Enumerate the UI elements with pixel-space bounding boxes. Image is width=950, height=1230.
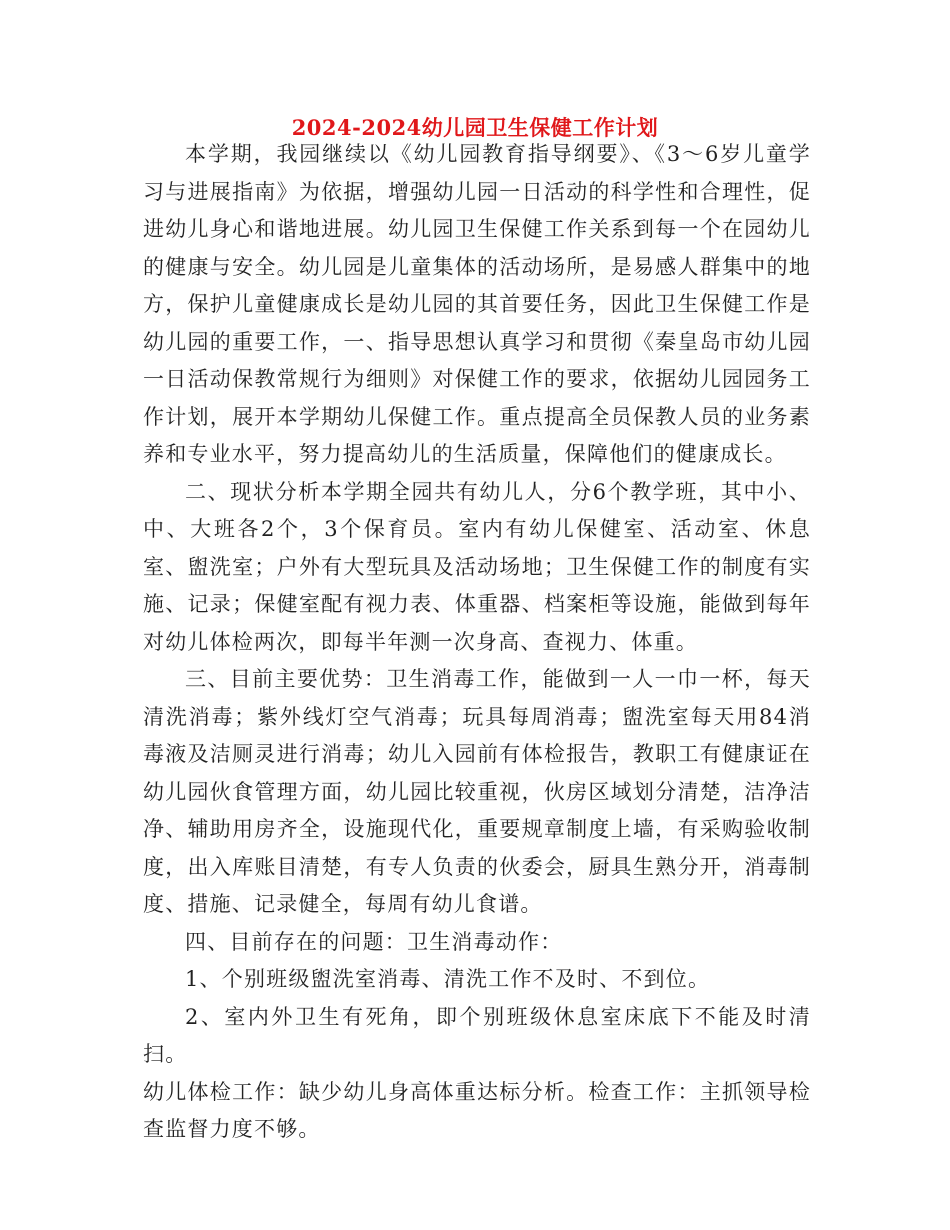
paragraph-advantages: 三、目前主要优势：卫生消毒工作，能做到一人一巾一杯，每天清洗消毒；紫外线灯空气消毒；玩具每周消毒；盥洗室每天用84消毒液及洁厕灵进行消毒；幼儿入园前有体检报告，教职工有健康证在幼儿园伙食管理方面，幼儿园比较重视，伙房区域划分清楚，洁净洁净、辅助用房齐全，设施现代化，重要规章制度上墙，有采购验收制度，出入库账目清楚，有专人负责的伙委会，厨具生熟分开，消毒制度、措施、记录健全，每周有幼儿食谱。 [143,667,811,916]
document-title: 2024-2024幼儿园卫生保健工作计划 [291,115,659,140]
paragraph-checkup: 幼儿体检工作：缺少幼儿身高体重达标分析。检查工作：主抓领导检查监督力度不够。 [143,1079,811,1141]
paragraph-intro: 本学期，我园继续以《幼儿园教育指导纲要》、《3～6岁儿童学习与进展指南》为依据，增强幼儿园一日活动的科学性和合理性，促进幼儿身心和谐地进展。幼儿园卫生保健工作关系到每一个在园幼儿的健康与安全。幼儿园是儿童集体的活动场所，是易感人群集中的地方，保护儿童健康成长是幼儿园的其首要任务，因此卫生保健工作是幼儿园的重要工作，一、指导思想认真学习和贯彻《秦皇岛市幼儿园一日活动保教常规行为细则》对保健工作的要求，依据幼儿园园务工作计划，展开本学期幼儿保健工作。重点提高全员保教人员的业务素养和专业水平，努力提高幼儿的生活质量，保障他们的健康成长。 [143,142,811,466]
paragraph-status-analysis: 二、现状分析本学期全园共有幼儿人，分6个教学班，其中小、中、大班各2个，3个保育员。室内有幼儿保健室、活动室、休息室、盥洗室；户外有大型玩具及活动场地；卫生保健工作的制度有实施、记录；保健室配有视力表、体重器、档案柜等设施，能做到每年对幼儿体检两次，即每半年测一次身高、查视力、体重。 [143,479,811,654]
paragraph-problem-1: 1、个别班级盥洗室消毒、清洗工作不及时、不到位。 [185,967,711,991]
document-body [143,136,811,1149]
paragraph-problems-heading: 四、目前存在的问题：卫生消毒动作： [185,929,563,954]
paragraph-problem-2: 2、室内外卫生有死角，即个别班级休息室床底下不能及时清扫。 [143,1004,811,1066]
